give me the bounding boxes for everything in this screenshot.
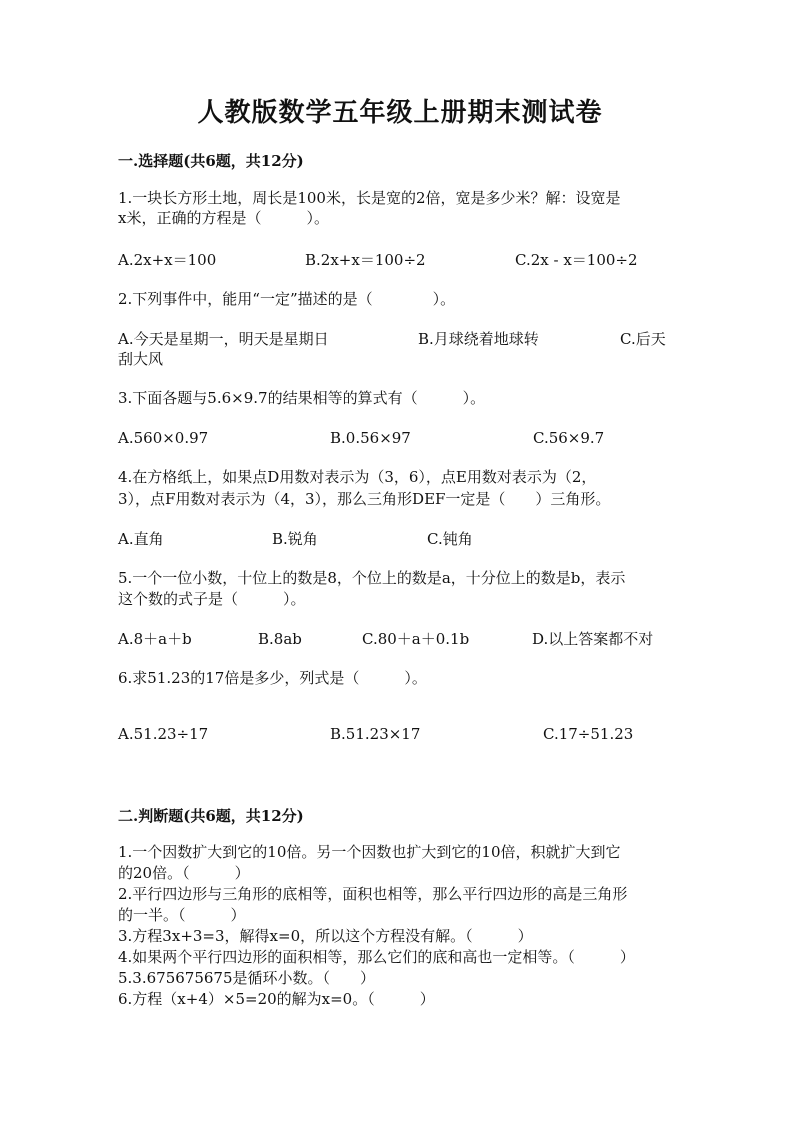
- question-3-option-c: C.56×9.7: [533, 429, 605, 447]
- question-2-option-b: B.月球绕着地球转: [418, 330, 539, 348]
- question-4-option-c: C.钝角: [427, 530, 473, 548]
- question-1-option-b: B.2x+x＝100÷2: [305, 251, 426, 269]
- question-3-option-b: B.0.56×97: [330, 429, 411, 447]
- judgment-line: 4.如果两个平行四边形的面积相等，那么它们的底和高也一定相等。（ ）: [118, 948, 635, 966]
- question-4-line-2: 3），点F用数对表示为（4，3），那么三角形DEF一定是（ ）三角形。: [118, 490, 611, 508]
- question-6-line-1: 6.求51.23的17倍是多少，列式是（ ）。: [118, 669, 427, 687]
- judgment-line: 3.方程3x+3=3，解得x=0，所以这个方程没有解。（ ）: [118, 927, 533, 945]
- question-2-line-1: 2.下列事件中，能用“一定”描述的是（ ）。: [118, 290, 456, 308]
- judgment-line: 的20倍。（ ）: [118, 864, 250, 882]
- question-2-option-c-continued: 刮大风: [118, 350, 164, 368]
- judgment-line: 6.方程（x+4）×5=20的解为x=0。（ ）: [118, 990, 435, 1008]
- judgment-line: 5.3.675675675是循环小数。（ ）: [118, 969, 376, 987]
- question-1-option-a: A.2x+x＝100: [118, 251, 217, 269]
- judgment-line: 2.平行四边形与三角形的底相等，面积也相等，那么平行四边形的高是三角形: [118, 885, 628, 903]
- judgment-line: 1.一个因数扩大到它的10倍。另一个因数也扩大到它的10倍，积就扩大到它: [118, 843, 621, 861]
- page-title: 人教版数学五年级上册期末测试卷: [197, 98, 603, 128]
- question-4-option-b: B.锐角: [272, 530, 318, 548]
- judgment-line: 的一半。（ ）: [118, 906, 246, 924]
- question-5-line-1: 5.一个一位小数，十位上的数是8，个位上的数是a，十分位上的数是b，表示: [118, 569, 626, 587]
- section-heading-judgment: 二.判断题(共6题，共12分): [118, 807, 304, 825]
- question-5-option-a: A.8＋a＋b: [118, 630, 192, 648]
- question-5-line-2: 这个数的式子是（ ）。: [118, 590, 306, 608]
- question-5-option-c: C.80＋a＋0.1b: [362, 630, 470, 648]
- section-heading-choice: 一.选择题(共6题，共12分): [118, 152, 304, 170]
- question-3-line-1: 3.下面各题与5.6×9.7的结果相等的算式有（ ）。: [118, 389, 486, 407]
- question-1-line-1: 1.一块长方形土地，周长是100米，长是宽的2倍，宽是多少米？解：设宽是: [118, 189, 621, 207]
- question-2-option-c: C.后天: [620, 330, 666, 348]
- question-1-option-c: C.2x - x＝100÷2: [515, 251, 638, 269]
- question-1-line-2: x米，正确的方程是（ ）。: [118, 209, 329, 227]
- question-4-option-a: A.直角: [118, 530, 164, 548]
- question-4-line-1: 4.在方格纸上，如果点D用数对表示为（3，6），点E用数对表示为（2，: [118, 468, 597, 486]
- question-6-option-b: B.51.23×17: [330, 725, 421, 743]
- question-6-option-c: C.17÷51.23: [543, 725, 634, 743]
- question-2-option-a: A.今天是星期一，明天是星期日: [118, 330, 329, 348]
- question-6-option-a: A.51.23÷17: [118, 725, 209, 743]
- question-3-option-a: A.560×0.97: [118, 429, 209, 447]
- question-5-option-d: D.以上答案都不对: [532, 630, 654, 648]
- question-5-option-b: B.8ab: [258, 630, 302, 648]
